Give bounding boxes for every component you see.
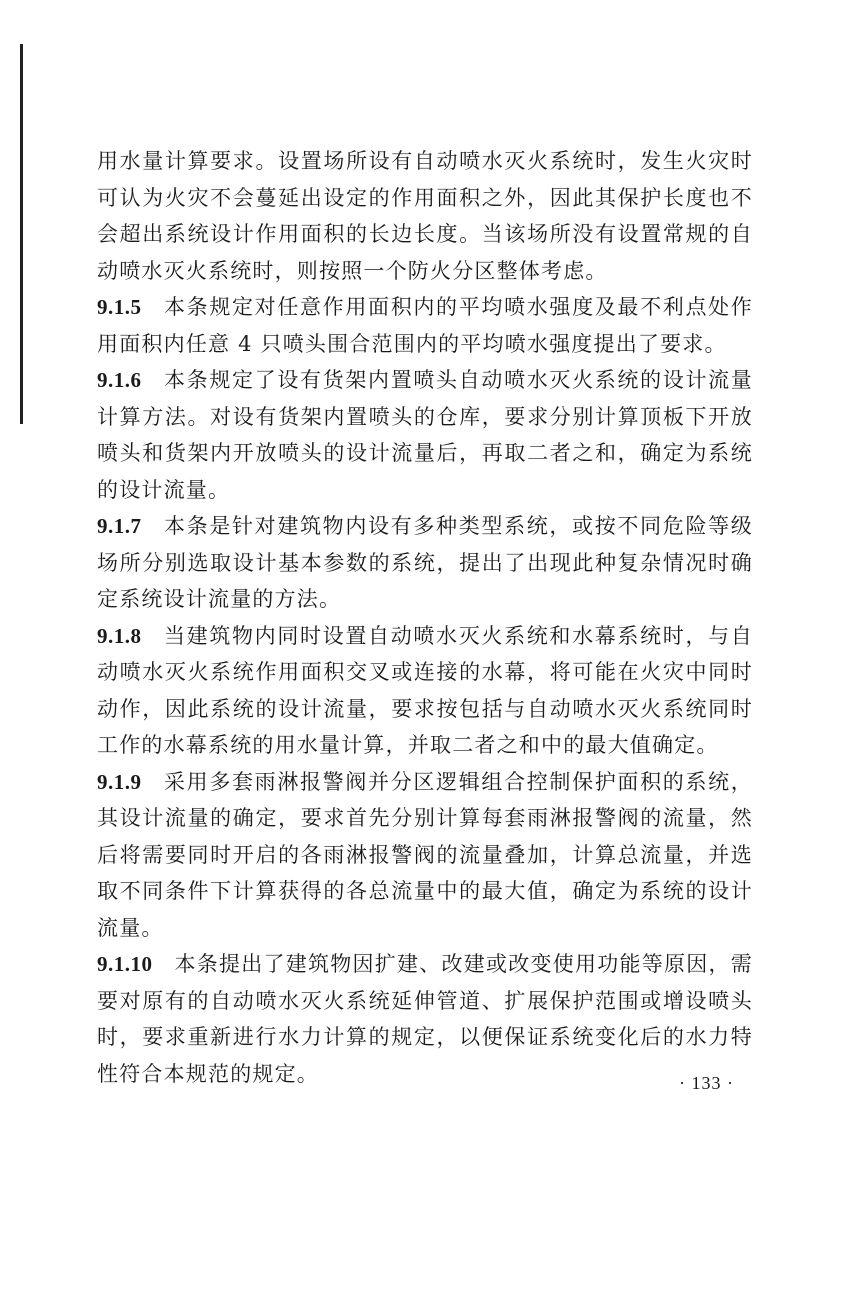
clause-text: 本条规定对任意作用面积内的平均喷水强度及最不利点处作用面积内任意 4 只喷头围合范围内的平均喷水强度提出了要求。 — [97, 295, 753, 356]
binding-edge-line — [20, 44, 23, 424]
page-number: · 133 · — [679, 1073, 734, 1093]
clause-text: 本条提出了建筑物因扩建、改建或改变使用功能等原因，需要对原有的自动喷水灭火系统延伸管道、扩展保护范围或增设喷头时，要求重新进行水力计算的规定，以便保证系统变化后的水力特性符合本规范的规定。 — [97, 952, 753, 1086]
clause-text: 采用多套雨淋报警阀并分区逻辑组合控制保护面积的系统，其设计流量的确定，要求首先分别计算每套雨淋报警阀的流量，然后将需要同时开启的各雨淋报警阀的流量叠加，计算总流量，并选取不同条件下计算获得的各总流量中的最大值，确定为系统的设计流量。 — [97, 769, 753, 940]
document-body — [97, 143, 753, 1092]
clause-text: 当建筑物内同时设置自动喷水灭火系统和水幕系统时，与自动喷水灭火系统作用面积交叉或连接的水幕，将可能在火灾中同时动作，因此系统的设计流量，要求按包括与自动喷水灭火系统同时工作的水幕系统的用水量计算，并取二者之和中的最大值确定。 — [97, 623, 753, 757]
clause-9-1-8 — [97, 618, 753, 764]
clause-9-1-6 — [97, 362, 753, 508]
clause-9-1-5 — [97, 289, 753, 362]
clause-number: 9.1.7 — [97, 514, 142, 538]
clause-text: 本条是针对建筑物内设有多种类型系统，或按不同危险等级场所分别选取设计基本参数的系统，提出了出现此种复杂情况时确定系统设计流量的方法。 — [97, 514, 753, 611]
clause-number: 9.1.9 — [97, 769, 142, 794]
clause-number: 9.1.5 — [97, 295, 142, 319]
clause-number: 9.1.6 — [97, 368, 142, 392]
clause-number: 9.1.10 — [97, 952, 153, 976]
paragraph-text: 用水量计算要求。设置场所设有自动喷水灭火系统时，发生火灾时可认为火灾不会蔓延出设定的作用面积之外，因此其保护长度也不会超出系统设计作用面积的长边长度。当该场所没有设置常规的自动喷水灭火系统时，则按照一个防火分区整体考虑。 — [97, 149, 753, 283]
clause-9-1-9 — [97, 764, 753, 947]
paragraph-continuation — [97, 143, 753, 289]
clause-text: 本条规定了设有货架内置喷头自动喷水灭火系统的设计流量计算方法。对设有货架内置喷头的仓库，要求分别计算顶板下开放喷头和货架内开放喷头的设计流量后，再取二者之和，确定为系统的设计流量。 — [97, 368, 753, 502]
clause-9-1-7 — [97, 508, 753, 618]
clause-number: 9.1.8 — [97, 623, 142, 648]
clause-9-1-10 — [97, 946, 753, 1092]
